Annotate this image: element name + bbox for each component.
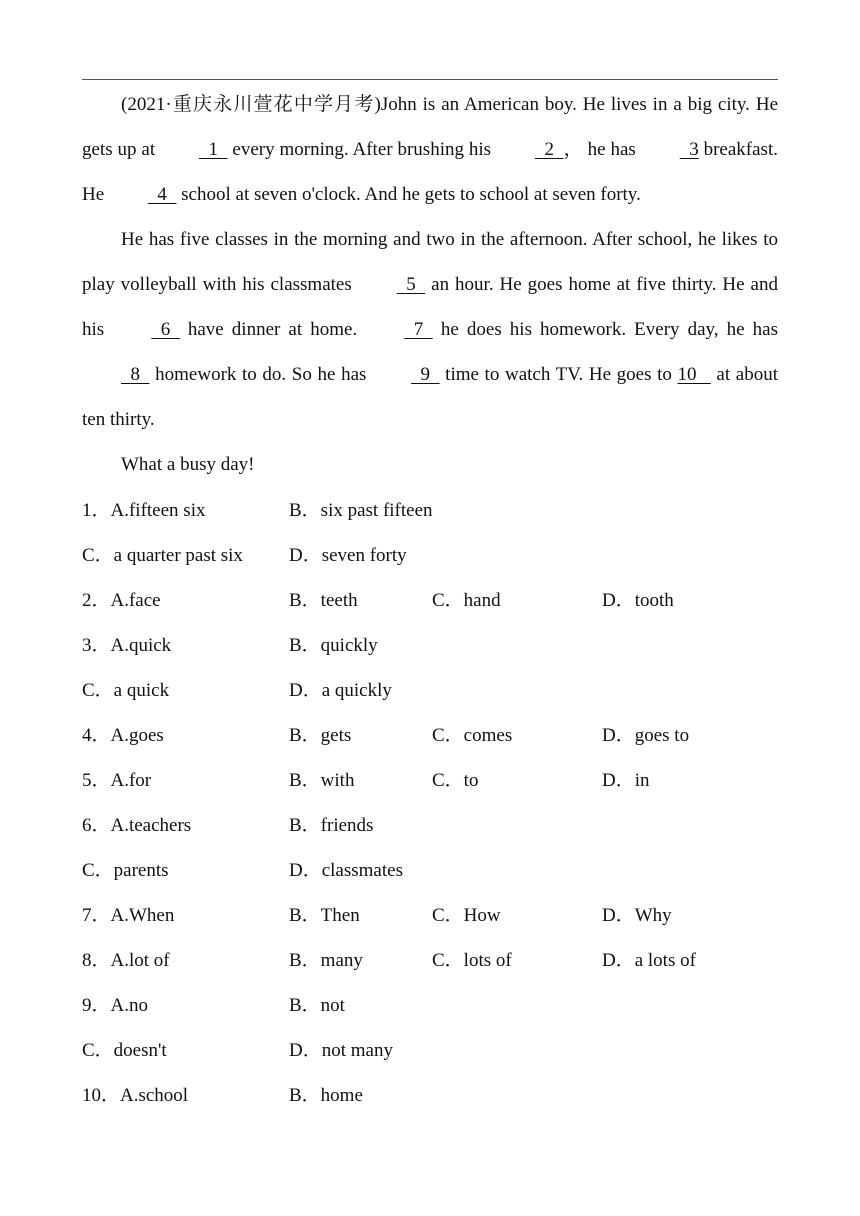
option: C．to (432, 770, 479, 791)
option: 3．A.quick (82, 635, 172, 656)
option: D．a quickly (289, 680, 392, 701)
option: C．a quick (82, 680, 170, 701)
reading-passage (82, 82, 778, 487)
option: D．a lots of (602, 950, 696, 971)
p1-text-0: (2021·重庆永川萱花中学月考)John is an American boy. He lives in a big city. He gets up at (82, 94, 778, 160)
p2-text-6: at about ten thirty. (82, 364, 778, 430)
p2-text-1: an hour. He goes home at five thirty. He and his (82, 274, 778, 340)
question-row (82, 803, 778, 848)
option: B．gets (289, 725, 352, 746)
option: B．with (289, 770, 355, 791)
p2-text-2: have dinner at home. (179, 319, 366, 340)
option: 8．A.lot of (82, 950, 170, 971)
p2-text-5: time to watch TV. He goes to (439, 364, 678, 385)
paragraph-2 (82, 217, 778, 442)
option: D．seven forty (289, 545, 407, 566)
option: B．six past fifteen (289, 500, 433, 521)
option: 9．A.no (82, 995, 148, 1016)
p1-text-1: every morning. After brushing his (227, 139, 496, 160)
question-list (82, 488, 778, 1118)
option: 6．A.teachers (82, 815, 192, 836)
question-row (82, 578, 778, 623)
p1-text-2: ， he has (563, 139, 641, 160)
option: B．not (289, 995, 345, 1016)
blank-10: 10 (677, 364, 711, 385)
option: C．comes (432, 725, 513, 746)
option: B．Then (289, 905, 360, 926)
p2-text-4: homework to do. So he has (149, 364, 373, 385)
p2-text-3: he does his homework. Every day, he has (432, 319, 778, 340)
paragraph-1 (82, 82, 778, 217)
blank-2: 2 (534, 139, 564, 160)
option: B．quickly (289, 635, 378, 656)
top-rule (82, 79, 778, 80)
question-row (82, 893, 778, 938)
blank-1: 1 (199, 139, 228, 160)
option: 7．A.When (82, 905, 175, 926)
option: C．hand (432, 590, 501, 611)
question-row (82, 1073, 778, 1118)
option: 10．A.school (82, 1085, 189, 1106)
option: D．not many (289, 1040, 393, 1061)
p2-text-0: He has five classes in the morning and two in the afternoon. After school, he likes to play volleyball with his classmates (82, 229, 778, 295)
option: C．doesn't (82, 1040, 167, 1061)
p1-text-4: school at seven o'clock. And he gets to school at seven forty. (176, 184, 641, 205)
question-row (82, 533, 778, 578)
option: B．many (289, 950, 363, 971)
option: B．home (289, 1085, 363, 1106)
option: 2．A.face (82, 590, 161, 611)
option: D．classmates (289, 860, 403, 881)
option: 5．A.for (82, 770, 152, 791)
option: C．lots of (432, 950, 512, 971)
option: 1．A.fifteen six (82, 500, 206, 521)
option: C．How (432, 905, 501, 926)
p1-text-3: breakfast. He (82, 139, 778, 205)
option: D．in (602, 770, 650, 791)
question-row (82, 623, 778, 668)
blank-9: 9 (411, 364, 440, 385)
blank-8: 8 (121, 364, 150, 385)
question-row (82, 713, 778, 758)
option: C．a quarter past six (82, 545, 243, 566)
blank-5: 5 (396, 274, 426, 295)
blank-4: 4 (147, 184, 177, 205)
blank-3: 3 (679, 139, 699, 160)
blank-7: 7 (404, 319, 433, 340)
option: D．Why (602, 905, 672, 926)
option: 4．A.goes (82, 725, 164, 746)
option: C．parents (82, 860, 169, 881)
question-row (82, 668, 778, 713)
option: B．teeth (289, 590, 358, 611)
question-row (82, 848, 778, 893)
option: B．friends (289, 815, 374, 836)
option: D．tooth (602, 590, 674, 611)
question-row (82, 938, 778, 983)
question-row (82, 1028, 778, 1073)
question-row (82, 758, 778, 803)
blank-6: 6 (151, 319, 180, 340)
question-row (82, 983, 778, 1028)
option: D．goes to (602, 725, 690, 746)
question-row (82, 488, 778, 533)
paragraph-3: What a busy day! (121, 454, 255, 475)
